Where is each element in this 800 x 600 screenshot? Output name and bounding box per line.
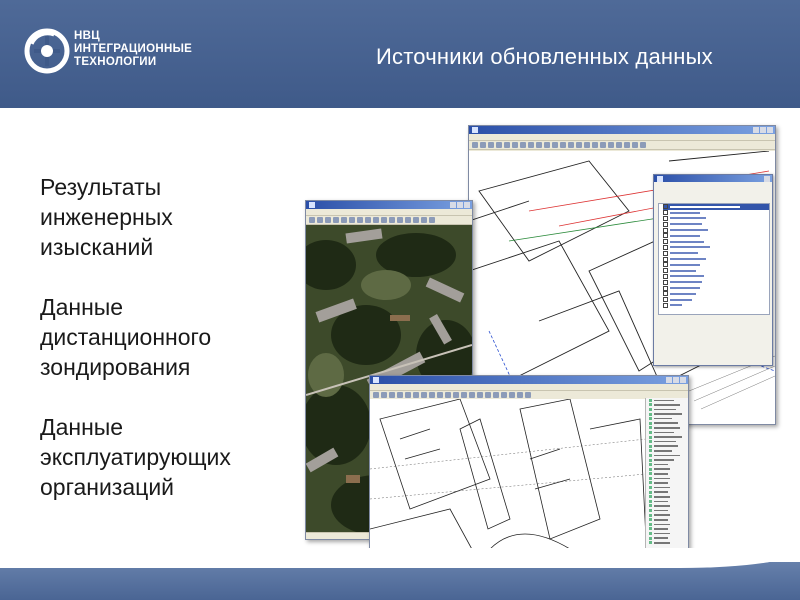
window-toolbar (469, 141, 775, 150)
window-toolbar (306, 216, 472, 225)
logo-text (74, 30, 192, 69)
survey-plan-canvas (370, 399, 646, 564)
window-titlebar (306, 201, 472, 209)
page-title: Источники обновленных данных (376, 44, 713, 69)
screenshot-survey-plan (369, 375, 689, 572)
bullet-operating-organizations: Данные эксплуатирующих организаций (40, 414, 231, 500)
bullet-list (40, 172, 290, 532)
window-titlebar (370, 376, 688, 384)
company-logo (24, 26, 224, 76)
nvc-logo-icon (24, 28, 70, 74)
logo-line-1: НВЦ (74, 30, 100, 42)
bullet-engineering-surveys: Результаты инженерных изысканий (40, 174, 173, 260)
layers-dialog (653, 174, 773, 366)
window-titlebar (469, 126, 775, 134)
window-menubar (370, 384, 688, 391)
logo-line-2: ИНТЕГРАЦИОННЫЕ (74, 43, 193, 55)
layers-list (658, 203, 770, 315)
logo-line-3: ТЕХНОЛОГИИ (74, 56, 157, 68)
footer-curve (0, 548, 800, 568)
window-menubar (306, 209, 472, 216)
dialog-titlebar (654, 175, 772, 182)
layers-panel (645, 398, 688, 564)
bullet-remote-sensing: Данные дистанционного зондирования (40, 294, 212, 380)
window-menubar (469, 134, 775, 141)
